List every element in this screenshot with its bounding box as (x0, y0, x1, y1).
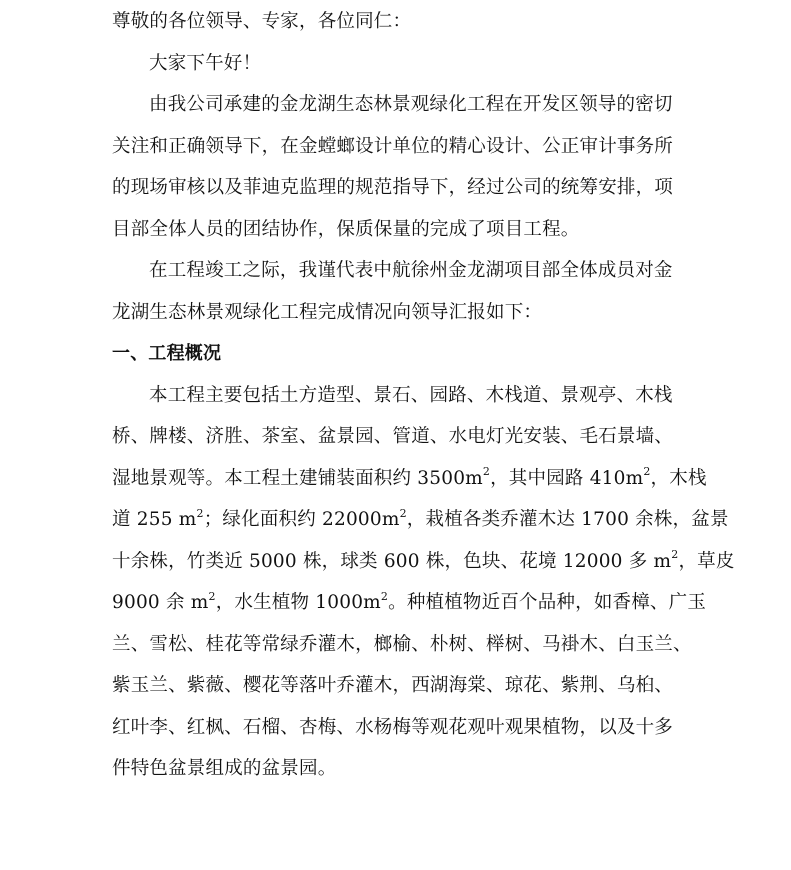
text-segment: 十余株，竹类近 5000 株，球类 600 株，色块、花境 12000 多 m (112, 550, 672, 572)
paragraph-line (112, 541, 735, 583)
paragraph-line: 目部全体人员的团结协作，保质保量的完成了项目工程。 (112, 218, 580, 240)
text-segment: ，其中园路 410m (490, 467, 644, 489)
paragraph-line: 红叶李、红枫、石榴、杏梅、水杨梅等观花观叶观果植物，以及十多 (112, 716, 674, 738)
text-segment: 湿地景观等。本工程土建铺装面积约 3500m (112, 467, 483, 489)
paragraph-line (112, 582, 707, 624)
paragraph-line: 在工程竣工之际，我谨代表中航徐州金龙湖项目部全体成员对金 (149, 260, 673, 281)
section-heading: 一、工程概况 (112, 343, 222, 364)
paragraph-line: 的现场审核以及菲迪克监理的规范指导下，经过公司的统筹安排，项 (112, 177, 674, 198)
paragraph-line: 兰、雪松、桂花等常绿乔灌木，榔榆、朴树、榉树、马褂木、白玉兰、 (112, 633, 692, 655)
superscript: 2 (196, 506, 204, 520)
paragraph-line: 由我公司承建的金龙湖生态林景观绿化工程在开发区领导的密切 (149, 94, 673, 115)
paragraph-line (112, 458, 707, 500)
paragraph-line (112, 499, 729, 541)
overview-paragraph (112, 375, 735, 790)
text-segment: ，草皮 (678, 550, 735, 572)
text-segment: ，栽植各类乔灌木达 1700 余株，盆景 (406, 509, 729, 530)
superscript: 2 (380, 589, 389, 603)
salutation: 尊敬的各位领导、专家，各位同仁： (112, 11, 412, 32)
paragraph-line: 件特色盆景组成的盆景园。 (112, 758, 337, 779)
intro-paragraph (112, 84, 682, 250)
superscript: 2 (208, 589, 216, 603)
paragraph-line: 桥、牌楼、济胜、茶室、盆景园、管道、水电灯光安装、毛石景墙、 (112, 426, 674, 447)
text-segment: ，水生植物 1000m (215, 592, 381, 613)
text-segment: 道 255 m (112, 509, 197, 530)
report-intro-paragraph (112, 250, 682, 333)
paragraph-line: 本工程主要包括土方造型、景石、园路、木栈道、景观亭、木栈 (149, 384, 673, 406)
document-page (112, 0, 735, 790)
superscript: 2 (671, 548, 679, 562)
paragraph-line: 关注和正确领导下，在金螳螂设计单位的精心设计、公正审计事务所 (112, 135, 674, 157)
superscript: 2 (643, 465, 651, 479)
greeting: 大家下午好！ (149, 52, 262, 74)
text-segment: ；绿化面积约 22000m (203, 509, 400, 530)
text-segment: 9000 余 m (112, 592, 209, 613)
text-segment: ，木栈 (650, 467, 707, 489)
superscript: 2 (482, 465, 491, 479)
paragraph-line: 紫玉兰、紫薇、樱花等落叶乔灌木，西湖海棠、琼花、紫荆、乌桕、 (112, 675, 674, 696)
text-segment: 。种植植物近百个品种，如香樟、广玉 (388, 592, 707, 613)
superscript: 2 (399, 506, 407, 520)
paragraph-line: 龙湖生态林景观绿化工程完成情况向领导汇报如下： (112, 301, 543, 323)
